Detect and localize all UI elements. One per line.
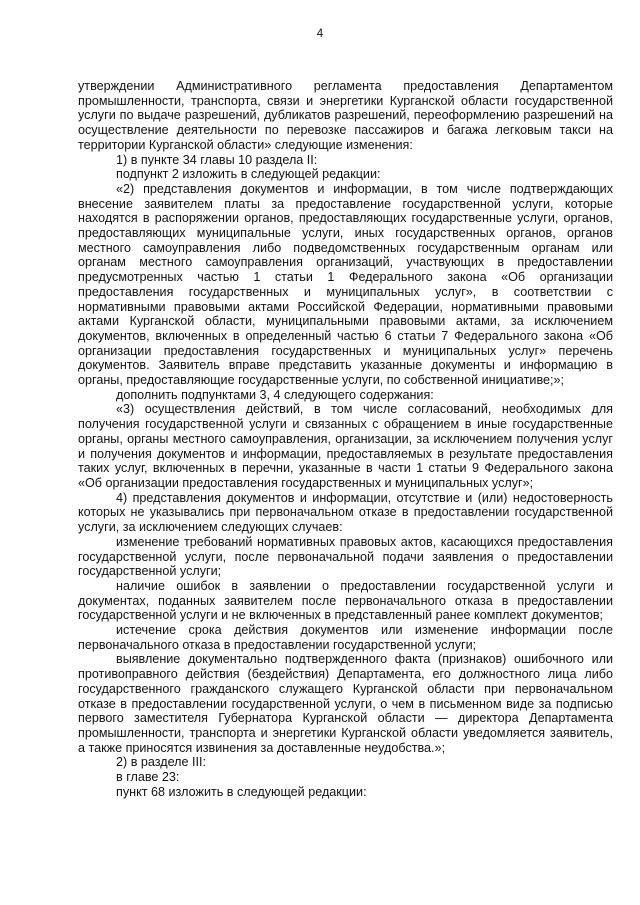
paragraph: дополнить подпунктами 3, 4 следующего содержания: [116,387,434,402]
page-number: 4 [316,28,324,40]
paragraph: 1) в пункте 34 главы 10 раздела II: [116,152,318,167]
paragraph: 2) в разделе III: [116,755,207,770]
paragraph: пункт 68 изложить в следующей редакции: [116,784,367,799]
paragraph: «3) осуществления действий, в том числе согласований, необходимых для получения государственной услуги и связанных с обращением в иные государственные органы, органы местного самоуправления, организации, за исключением получения услуг и получения документов и информации, предоставляемых в результате предоставления таких услуг, включенных в перечни, указанные в части 1 статьи 9 Федерального закона «Об организации предоставления государственных и муниципальных услуг»; [78,402,613,490]
paragraph: наличие ошибок в заявлении о предоставлении государственной услуги и документах, поданных заявителем после первоначального отказа в предоставлении государственной услуги и не включенных в представленный ранее комплект документов; [78,578,613,623]
paragraph: истечение срока действия документов или изменение информации после первоначального отказа в предоставлении государственной услуги; [78,623,613,652]
document-body [78,79,613,799]
paragraph: в главе 23: [116,770,180,785]
paragraph: утверждении Административного регламента предоставления Департаментом промышленности, транспорта, связи и энергетики Курганской области государственной услуги по выдаче разрешений, дубликатов разрешений, переоформлению разрешений на осуществление деятельности по перевозке пассажиров и багажа легковым такси на территории Курганской области» следующие изменения: [78,79,613,152]
paragraph: 4) представления документов и информации, отсутствие и (или) недостоверность которых не указывались при первоначальном отказе в предоставлении государственной услуги, за исключением следующих случаев: [78,490,613,535]
paragraph: «2) представления документов и информации, в том числе подтверждающих внесение заявителем платы за предоставление государственной услуги, которые находятся в распоряжении органов, предоставляющих государственные услуги, органов, предоставляющих муниципальные услуги, иных государственных органов, органов местного самоуправления либо подведомственных государственным органам или органам местного самоуправления организаций, участвующих в предоставлении предусмотренных частью 1 статьи 1 Федерального закона «Об организации предоставления государственных и муниципальных услуг», в соответствии с нормативными правовыми актами Российской Федерации, нормативными правовыми актами Курганской области, муниципальными правовыми актами, за исключением документов, включенных в определенный частью 6 статьи 7 Федерального закона «Об организации предоставления государственных и муниципальных услуг» перечень документов. Заявитель вправе представить указанные документы и информацию в органы, предоставляющие государственные услуги, по собственной инициативе;»; [78,181,613,388]
paragraph: изменение требований нормативных правовых актов, касающихся предоставления государственной услуги, после первоначальной подачи заявления о предоставлении государственной услуги; [78,534,613,579]
paragraph: подпункт 2 изложить в следующей редакции: [116,167,381,182]
paragraph: выявление документально подтвержденного факта (признаков) ошибочного или противоправного действия (бездействия) Департамента, его должностного лица либо государственного гражданского служащего Курганской области при первоначальном отказе в предоставлении государственной услуги, о чем в письменном виде за подписью первого заместителя Губернатора Курганской области — директора Департамента промышленности, транспорта и энергетики Курганской области уведомляется заявитель, а также приносятся извинения за доставленные неудобства.»; [78,652,613,755]
